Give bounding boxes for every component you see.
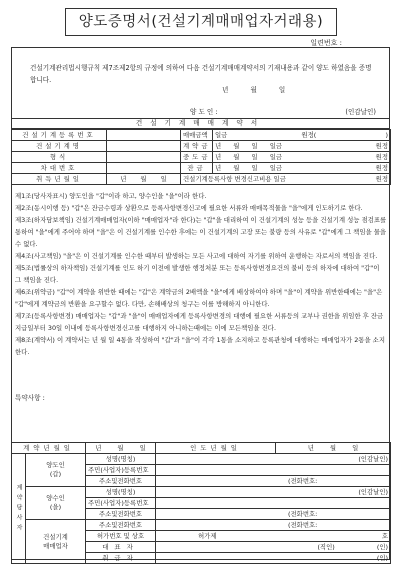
- phone-label: (전화번호:: [288, 509, 318, 518]
- transferee-sub: (을): [49, 503, 62, 511]
- delivery-date-label: 인도년월일: [156, 443, 276, 454]
- sale-price-value: [213, 130, 391, 141]
- ho-text: 호: [381, 531, 388, 540]
- party-row: [12, 454, 391, 465]
- phone-label: (전화번호:: [288, 520, 318, 529]
- clause: 제6조(위약금) "갑"이 계약을 위반한 때에는 "갑"은 계약금의 2배액을 "을"에게 배상하여야 하며 "을"이 계약을 위반한때에는 "을"은 "갑"에게 계약금의 반환을 요구할수 없다. 다만, 손해배상의 청구는 이를 방해하지 아니한다.: [15, 288, 383, 308]
- spec-row: [12, 174, 391, 185]
- spec-row: [12, 152, 391, 163]
- dealer-title: 건설기계: [43, 532, 68, 541]
- id-no-value: [156, 465, 391, 476]
- spec-row: [12, 163, 391, 174]
- clause: 제4조(사고책임) "을"은 이 건설기계를 인수한 때부터 발생하는 모든 사고에 대하여 자기를 위하여 운행하는 자로서의 책임을 진다.: [15, 252, 378, 260]
- signature-mark: (직인): [317, 542, 335, 551]
- won-text: 원정: [375, 152, 388, 161]
- model-value: [107, 141, 181, 152]
- id-no-value: [156, 498, 391, 509]
- spec-table: [11, 129, 391, 185]
- address-label: 주소및전화번호: [86, 520, 156, 531]
- name-label: 성명(명칭): [86, 487, 156, 498]
- document-title: 양도증명서(건설기계매매업자거래용): [65, 8, 337, 36]
- address-label: 주소및전화번호: [86, 476, 156, 487]
- transferor-label: 양 도 인 :: [190, 108, 218, 116]
- year-text: 년: [215, 163, 222, 172]
- reg-no-label: 건설기계등록번호: [12, 130, 107, 141]
- dealer-cell: [26, 520, 86, 564]
- representative-sig: [156, 542, 391, 553]
- clause: 제3조(하자담보책임) 건설기계매매업자(이하 "매매업자"라 한다)는 "갑"을 대리하여 이 건설기계의 성능 등을 건설기계 성능 점검표를 통하여 "을"에게 주어야 하며 "을"은 이 건설기계를 인수한 후에는 이 건설기계의 고장 또는 불량 등의 사유로 "갑"에게 그 책임을 물을수 없다.: [15, 216, 387, 248]
- license-label: 허가번호 및 상호: [86, 531, 156, 542]
- phone-label: (전화번호:: [288, 476, 318, 485]
- won-paren: 원정(: [301, 130, 317, 139]
- balance-value: [213, 163, 391, 174]
- handler-sig: (인): [156, 553, 391, 564]
- address-value: [156, 520, 391, 531]
- model-label: 건설기계명: [12, 141, 107, 152]
- day-text: 일: [251, 163, 258, 172]
- signature-table: [11, 442, 391, 564]
- reg-no-value: [107, 130, 181, 141]
- month-text: 월: [233, 141, 240, 150]
- party-row: [12, 520, 391, 531]
- transferee-cell: [26, 487, 86, 520]
- transferor-title: 양도인: [46, 461, 65, 469]
- close-paren: ): [385, 130, 388, 139]
- year-text: 년: [215, 141, 222, 150]
- spec-heading: 건설기계매매계약서: [11, 118, 390, 129]
- seal-cell: (인감날인): [156, 487, 391, 498]
- chassis-value: [107, 163, 181, 174]
- seal-cell: (인감날인): [156, 454, 391, 465]
- transferee-title: 양수인: [46, 494, 65, 502]
- serial-label: 일련번호 :: [310, 39, 342, 47]
- amount-word: 일금: [269, 141, 283, 150]
- dealer-sub: 매매업자: [43, 541, 68, 550]
- won-text: 원정: [375, 141, 388, 150]
- name-label: 성명(명칭): [86, 454, 156, 465]
- handler-label: 취급자: [86, 553, 156, 564]
- month-text: 월: [233, 152, 240, 161]
- representative-label: 대표자: [86, 542, 156, 553]
- month-text: 월: [233, 163, 240, 172]
- certificate-date: 년 월 일: [222, 86, 286, 94]
- day-text: 일: [251, 141, 258, 150]
- id-no-label: 주민(사업자)등록번호: [86, 498, 156, 509]
- party-row: [12, 487, 391, 498]
- delivery-date-value: 년 월 일: [276, 443, 391, 454]
- clause: 제7조(등록사항변경) 매매업자는 "갑"과 "을"이 매매업자에게 등록사항변경의 대행에 필요한 서류등의 교부나 권한을 위임한 후 잔금지급일부터 30일 이내에 등록사항변경신고를 대행하지 아니하는때에는 이에 모든책임을 진다.: [15, 312, 384, 332]
- spec-row: [12, 130, 391, 141]
- special-terms: 특약사항 :: [15, 394, 45, 402]
- address-value: [156, 476, 391, 487]
- clause: 제5조(법률상의 하자책임) 건설기계를 인도 하기 이전에 발생한 행정처분 또는 등록사항변경요건의 불비 등의 하자에 대하여 "갑"이 그 책임을 진다.: [15, 264, 380, 284]
- balance-label: 잔금: [181, 163, 213, 174]
- sale-price-label: 매매금액: [181, 130, 213, 141]
- parties-label: 계약당사자: [12, 454, 26, 564]
- contract-money-value: [213, 141, 391, 152]
- seal-note: (인감날인): [345, 108, 376, 116]
- mid-payment-value: [213, 152, 391, 163]
- seal-mark: (인): [376, 542, 388, 551]
- amount-word: 일금: [215, 130, 228, 139]
- contract-date-value: 년 월 일: [86, 443, 156, 454]
- day-text: 일: [251, 152, 258, 161]
- contract-money-label: 계약금: [181, 141, 213, 152]
- id-no-label: 주민(사업자)등록번호: [86, 465, 156, 476]
- transferor-sub: (갑): [49, 470, 62, 478]
- date-row: [12, 443, 391, 454]
- type-label: 형식: [12, 152, 107, 163]
- amount-word: 일금: [273, 174, 286, 183]
- acquired-label: 취득년월일: [12, 174, 107, 185]
- license-value: [156, 531, 391, 542]
- acquired-value: 년 월 일: [107, 174, 181, 185]
- license-text: 허가제: [198, 531, 217, 540]
- transferor-line: [190, 106, 380, 116]
- intro-text: 건설기계관리법시행규칙 제7조제2항의 규정에 의하여 다음 건설기계매매계약서의 기재내용과 같이 양도 하였음을 증명합니다.: [30, 64, 372, 84]
- contract-clauses: [15, 190, 387, 358]
- amount-word: 일금: [269, 152, 283, 161]
- contract-date-label: 계약년월일: [12, 443, 86, 454]
- won-text: 원정: [375, 174, 388, 183]
- transferor-cell: [26, 454, 86, 487]
- type-value: [107, 152, 181, 163]
- spec-row: [12, 141, 391, 152]
- reg-change-label: 건설기계등록사항 변경신고비용: [183, 174, 272, 183]
- won-text: 원정: [375, 163, 388, 172]
- address-value: [156, 509, 391, 520]
- clause: 제8조(계약서) 이 계약서는 년 월 일 4통을 작성하여 "갑"과 "을"이 각각 1통을 소지하고 등록관청에 대행하는 매매업자가 2통을 소지한다.: [15, 336, 386, 356]
- address-label: 주소및전화번호: [86, 509, 156, 520]
- clause: 제2조(동시이행 등) "갑"은 잔금수령과 상환으로 등록사항변경신고에 필요한 서류와 매매목적물을 "을"에게 인도하기로 한다.: [15, 204, 363, 212]
- mid-payment-label: 중도금: [181, 152, 213, 163]
- clause: 제1조(당사자표시) 양도인을 "갑"이라 하고, 양수인을 "을"이라 한다.: [15, 192, 207, 200]
- chassis-label: 차대번호: [12, 163, 107, 174]
- amount-word: 일금: [269, 163, 283, 172]
- year-text: 년: [215, 152, 222, 161]
- reg-change-cost: [181, 174, 391, 185]
